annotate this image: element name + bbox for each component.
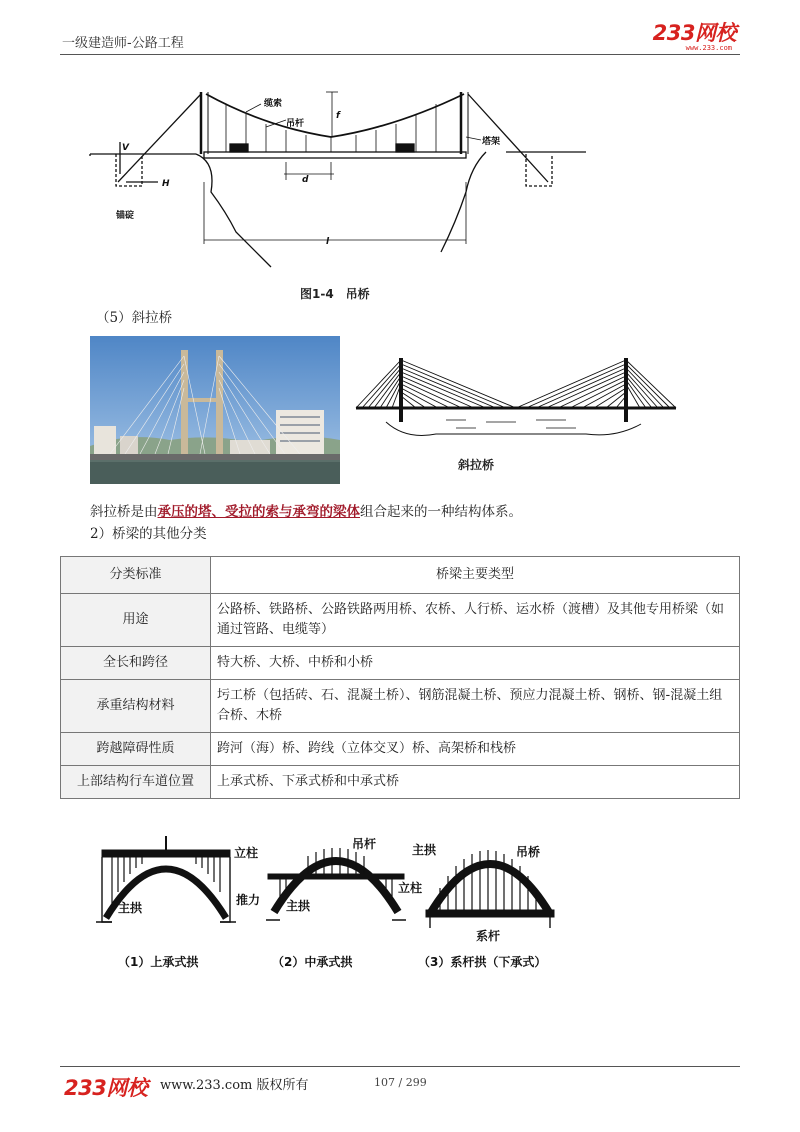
caption-half-through-arch: （2）中承式拱 <box>272 955 353 969</box>
table-header: 桥梁主要类型 <box>211 557 740 594</box>
label-hanger-bridge-c: 吊桥 <box>516 845 541 859</box>
label-main-arch-a: 主拱 <box>118 901 143 915</box>
description-after: 组合起来的一种结构体系。 <box>360 504 522 520</box>
brand-logo[interactable] <box>653 22 736 52</box>
label-column-a: 立柱 <box>234 846 259 860</box>
footer-rule <box>60 1066 740 1067</box>
label-column-b: 立柱 <box>398 881 423 895</box>
table-cell-types: 圬工桥（包括砖、石、混凝土桥）、钢筋混凝土桥、预应力混凝土桥、钢桥、钢-混凝土组合桥、木桥 <box>211 680 740 733</box>
table-row <box>61 647 740 680</box>
label-hanger-b: 吊杆 <box>352 837 377 851</box>
deck-arch <box>96 836 236 922</box>
table-cell-types: 公路桥、铁路桥、公路铁路两用桥、农桥、人行桥、运水桥（渡槽）及其他专用桥梁（如通过管路、电缆等） <box>211 594 740 647</box>
table-cell-types: 特大桥、大桥、中桥和小桥 <box>211 647 740 680</box>
label-main-arch-b: 主拱 <box>286 899 311 913</box>
table-row <box>61 594 740 647</box>
table-cell-types: 上承式桥、下承式桥和中承式桥 <box>211 766 740 799</box>
page-number: 107 / 299 <box>374 1076 427 1089</box>
section-heading-cable-stayed: （5）斜拉桥 <box>96 310 173 326</box>
caption-tied-arch: （3）系杆拱（下承式） <box>418 955 547 969</box>
cable-stayed-bridge-photo <box>90 336 340 484</box>
table-cell-criterion: 跨越障碍性质 <box>61 733 211 766</box>
table-row <box>61 733 740 766</box>
tied-arch <box>426 850 554 928</box>
label-l: l <box>326 237 330 247</box>
cable-stayed-description <box>90 502 522 522</box>
table-cell-criterion: 承重结构材料 <box>61 680 211 733</box>
brand-logo-url: www.233.com <box>685 44 732 52</box>
footer-copyright: www.233.com 版权所有 <box>160 1078 309 1093</box>
figure-caption-suspension: 图1-4 吊桥 <box>300 287 370 301</box>
label-main-arch-c: 主拱 <box>412 843 437 857</box>
document-title: 一级建造师-公路工程 <box>62 36 184 51</box>
caption-deck-arch: （1）上承式拱 <box>118 955 199 969</box>
label-thrust-b: 推力 <box>236 893 261 907</box>
footer-logo[interactable]: 233网校 <box>64 1076 148 1100</box>
arch-types-diagram <box>96 830 576 980</box>
label-tower: 塔架 <box>482 137 501 147</box>
cable-stayed-diagram <box>346 350 686 440</box>
label-cable: 缆索 <box>264 99 283 109</box>
label-anchor: 锚碇 <box>116 211 135 221</box>
diagram-caption-cable-stayed: 斜拉桥 <box>458 458 495 472</box>
description-emphasis: 承压的塔、受拉的索与承弯的梁体 <box>157 504 360 520</box>
label-v: V <box>122 143 129 153</box>
table-header-row <box>61 557 740 594</box>
table-row <box>61 766 740 799</box>
header-rule <box>60 54 740 55</box>
suspension-bridge-diagram <box>86 82 606 278</box>
label-f: f <box>336 111 340 121</box>
classification-table <box>60 556 740 799</box>
table-row <box>61 680 740 733</box>
label-tie-c: 系杆 <box>476 929 501 943</box>
label-hanger: 吊杆 <box>286 119 305 129</box>
table-cell-criterion: 全长和跨径 <box>61 647 211 680</box>
label-h: H <box>162 179 170 189</box>
table-header: 分类标准 <box>61 557 211 594</box>
table-cell-types: 跨河（海）桥、跨线（立体交叉）桥、高架桥和栈桥 <box>211 733 740 766</box>
table-cell-criterion: 上部结构行车道位置 <box>61 766 211 799</box>
label-d: d <box>302 175 309 185</box>
brand-logo-text: 233网校 <box>652 21 736 45</box>
description-before: 斜拉桥是由 <box>90 504 158 520</box>
section-heading-other-classification: 2）桥梁的其他分类 <box>90 526 207 542</box>
table-cell-criterion: 用途 <box>61 594 211 647</box>
